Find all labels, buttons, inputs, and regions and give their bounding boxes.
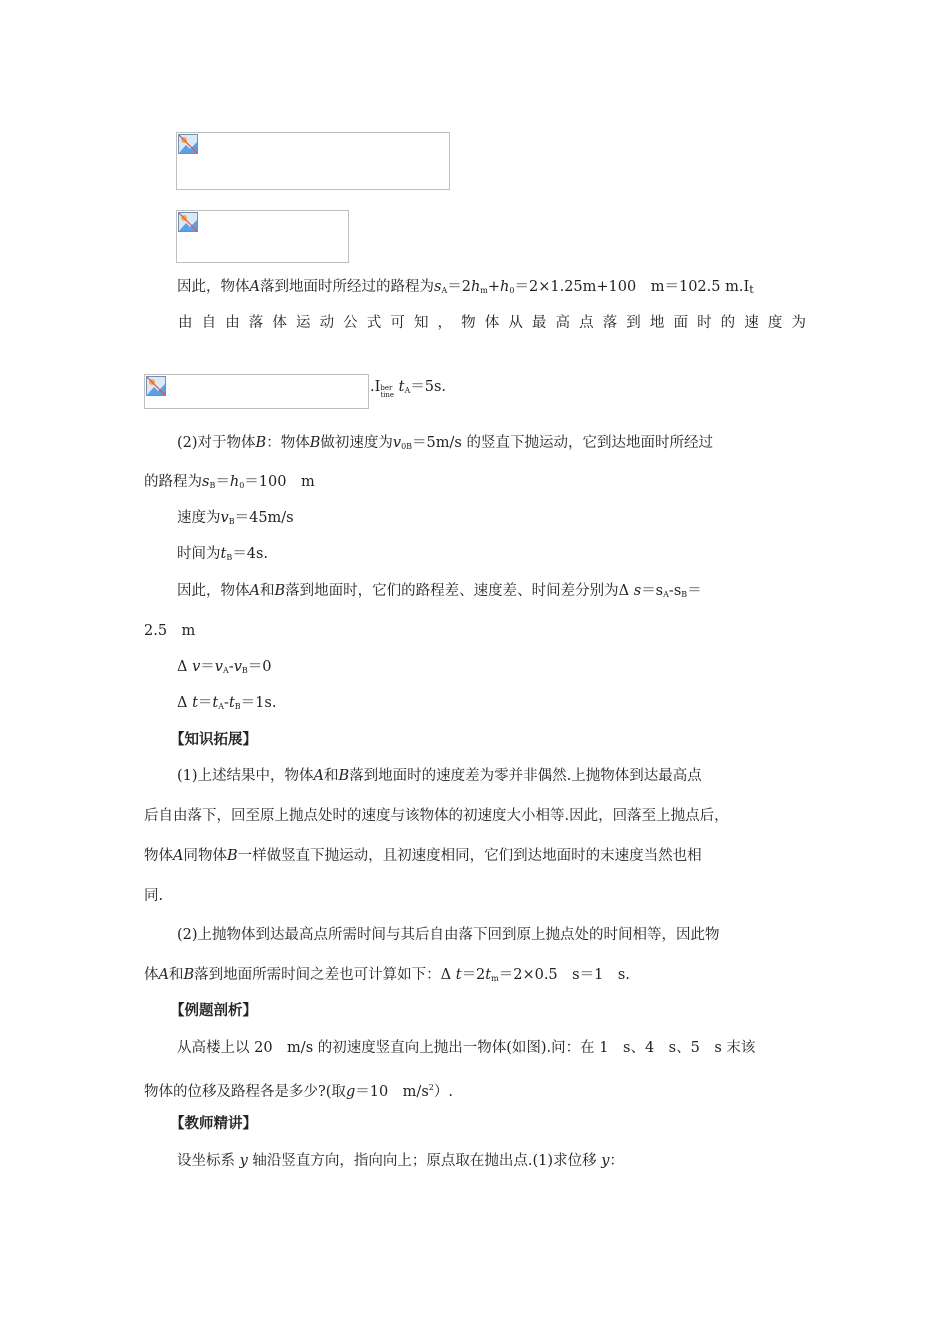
speed-line-char: 时 [697,315,712,331]
speed-line-char: 速 [744,315,759,331]
speed-line-char: 体 [272,315,287,331]
image-placeholder-1 [176,132,450,190]
speed-line-char: 落 [602,315,618,331]
paragraph-k2-line-2: 体A和B落到地面所需时间之差也可计算如下：Δ $t=2t_m=2\times 0.5$ s＝1 s. [144,967,630,983]
broken-image-icon [146,376,166,396]
paragraph-time-b: 时间为$t_B=4s$. [177,546,268,562]
paragraph-b-line-2: 的路程为$s_B=h_0=100$ m [144,474,315,490]
speed-line-char: 为 [791,315,806,331]
image-placeholder-2 [176,210,349,263]
paragraph-k1-line-2: 后自由落下，回至原上抛点处时的速度与该物体的初速度大小相等.因此，回落至上抛点后， [144,808,729,824]
paragraph-speed-a [178,313,806,333]
speed-line-char: 自 [201,315,217,331]
paragraph-teacher-line-1: 设坐标系 y 轴沿竖直方向，指向向上；原点取在抛出点.(1)求位移 y： [177,1153,624,1169]
equation-delta-t: Δ $t=t_A-t_B=1s$. [177,695,277,711]
broken-image-icon [178,134,198,154]
speed-line-char: 从 [508,315,523,331]
speed-line-char: 由 [225,315,240,331]
speed-line-char: 运 [295,315,311,331]
speed-line-char: ， [437,315,453,331]
paragraph-path-a: 因此，物体A落到地面时所经过的路程为$s_A=2h_m+h_0=2\times 1.25m+100$ m＝102.5 m.It [177,279,754,296]
heading-knowledge-extension: 【知识拓展】 [170,732,257,748]
speed-line-char: 点 [579,315,594,331]
speed-line-char: 由 [178,315,193,331]
speed-line-char: 动 [319,315,335,331]
speed-line-char: 面 [673,315,688,331]
image-placeholder-3 [144,374,369,409]
paragraph-k1-line-4: 同. [144,888,164,904]
paragraph-example-line-1: 从高楼上以 20 m/s 的初速度竖直向上抛出一物体(如图).问：在 1 s、4 s、5 s 末该 [177,1040,756,1056]
speed-line-char: 度 [767,315,783,331]
paragraph-diff-line-1: 因此，物体A和B落到地面时，它们的路程差、速度差、时间差分别为Δ $s=s_A-s_B=$ [177,583,702,599]
paragraph-k2-line-1: (2)上抛物体到达最高点所需时间与其后自由落下回到原上抛点处的时间相等，因此物 [177,927,720,943]
equation-delta-v: Δ $v=v_A-v_B=0$ [177,659,272,675]
speed-line-char: 最 [531,315,547,331]
speed-line-char: 式 [366,315,382,331]
paragraph-speed-b: 速度为$v_B=45m/s$ [177,510,294,526]
speed-line-char: 物 [461,315,476,331]
paragraph-diff-line-2: 2.5 m [144,623,196,639]
paragraph-k1-line-1: (1)上述结果中，物体A和B落到地面时的速度差为零并非偶然.上抛物体到达最高点 [177,768,702,784]
speed-line-char: 到 [626,315,641,331]
paragraph-example-line-2: 物体的位移及路程各是多少?(取g＝10 $m/s^2$）. [144,1083,453,1100]
speed-line-char: 高 [555,315,570,331]
speed-line-char: 公 [343,315,358,331]
paragraph-time-a: .I ber tine $t_A=5s$. [370,379,447,399]
speed-line-char: 地 [649,315,665,331]
broken-image-icon [178,212,198,232]
speed-line-char: 落 [248,315,264,331]
speed-line-char: 体 [484,315,500,331]
paragraph-k1-line-3: 物体A同物体B一样做竖直下抛运动，且初速度相同，它们到达地面时的末速度当然也相 [144,848,702,864]
speed-line-char: 知 [413,315,429,331]
speed-line-char: 的 [720,315,736,331]
heading-teacher-explanation: 【教师精讲】 [170,1116,257,1132]
heading-example-analysis: 【例题剖析】 [170,1003,257,1019]
speed-line-char: 可 [390,315,405,331]
paragraph-b-line-1: (2)对于物体B：物体B做初速度为$v_{0B}=5m/s$ 的竖直下抛运动，它到达地面时所经过 [177,435,713,451]
